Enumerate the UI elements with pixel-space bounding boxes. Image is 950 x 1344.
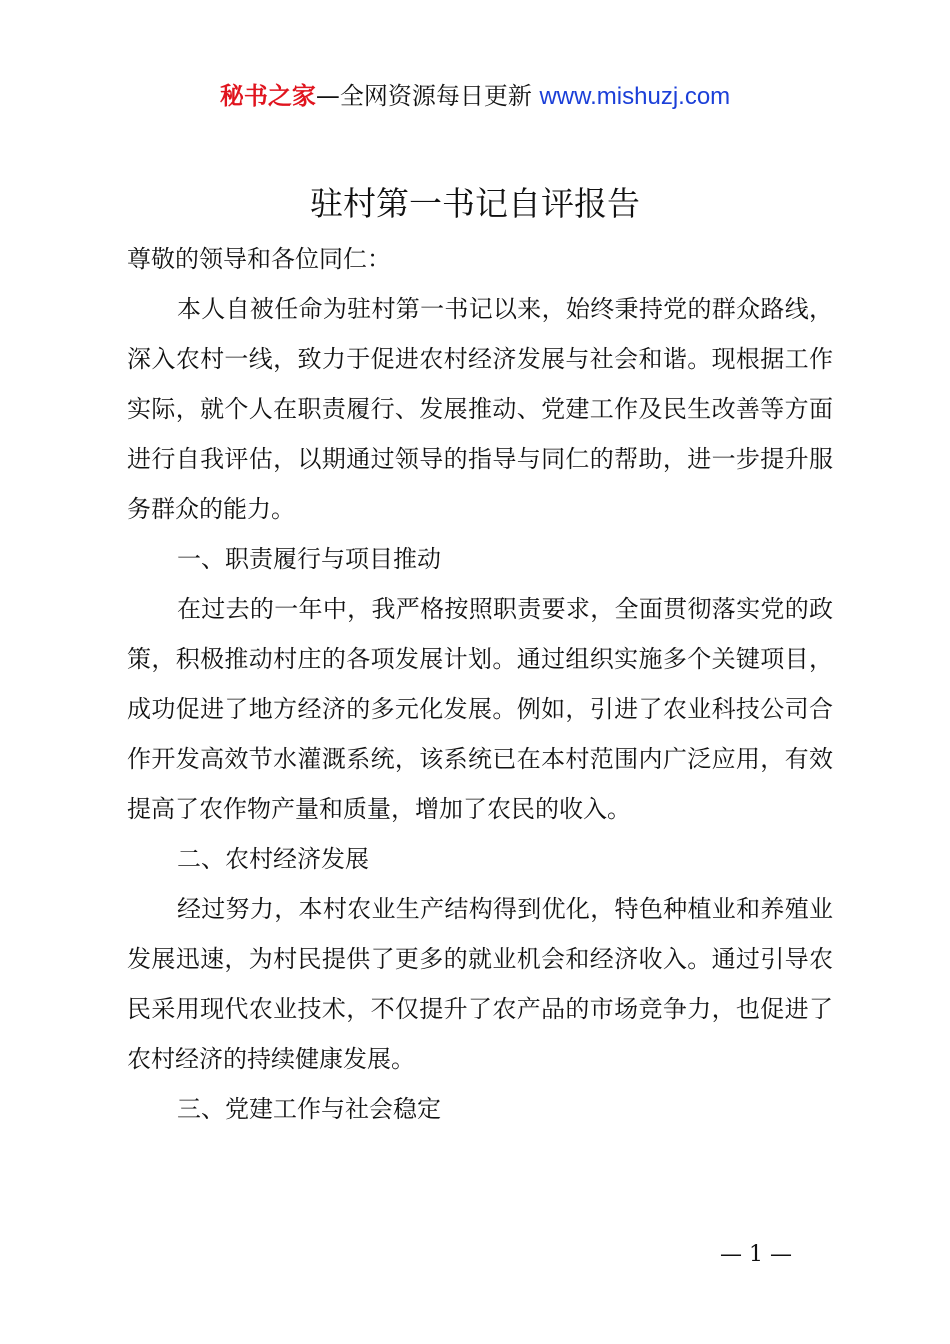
intro-paragraph: 本人自被任命为驻村第一书记以来，始终秉持党的群众路线，深入农村一线，致力于促进农村经济发展与社会和谐。现根据工作实际，就个人在职责履行、发展推动、党建工作及民生改善等方面进行自我评估，以期通过领导的指导与同仁的帮助，进一步提升服务群众的能力。	[127, 295, 833, 523]
document-body	[127, 234, 833, 1134]
page-number: — 1 —	[720, 1242, 792, 1267]
site-url-link[interactable]: www.mishuzj.com	[539, 83, 731, 110]
section-heading-1: 一、职责履行与项目推动	[177, 545, 441, 573]
section-heading-2: 二、农村经济发展	[177, 845, 369, 873]
document-title: 驻村第一书记自评报告	[310, 184, 640, 223]
site-brand: 秘书之家	[219, 82, 316, 110]
site-header	[0, 80, 950, 113]
section-heading-3: 三、党建工作与社会稳定	[177, 1095, 441, 1123]
section-paragraph-1: 在过去的一年中，我严格按照职责要求，全面贯彻落实党的政策，积极推动村庄的各项发展计划。通过组织实施多个关键项目，成功促进了地方经济的多元化发展。例如，引进了农业科技公司合作开发高效节水灌溉系统，该系统已在本村范围内广泛应用，有效提高了农作物产量和质量，增加了农民的收入。	[127, 595, 833, 823]
salutation: 尊敬的领导和各位同仁：	[127, 245, 391, 273]
site-tagline: —全网资源每日更新	[315, 82, 540, 110]
section-paragraph-2: 经过努力，本村农业生产结构得到优化，特色种植业和养殖业发展迅速，为村民提供了更多的就业机会和经济收入。通过引导农民采用现代农业技术，不仅提升了农产品的市场竞争力，也促进了农村经济的持续健康发展。	[127, 895, 833, 1073]
